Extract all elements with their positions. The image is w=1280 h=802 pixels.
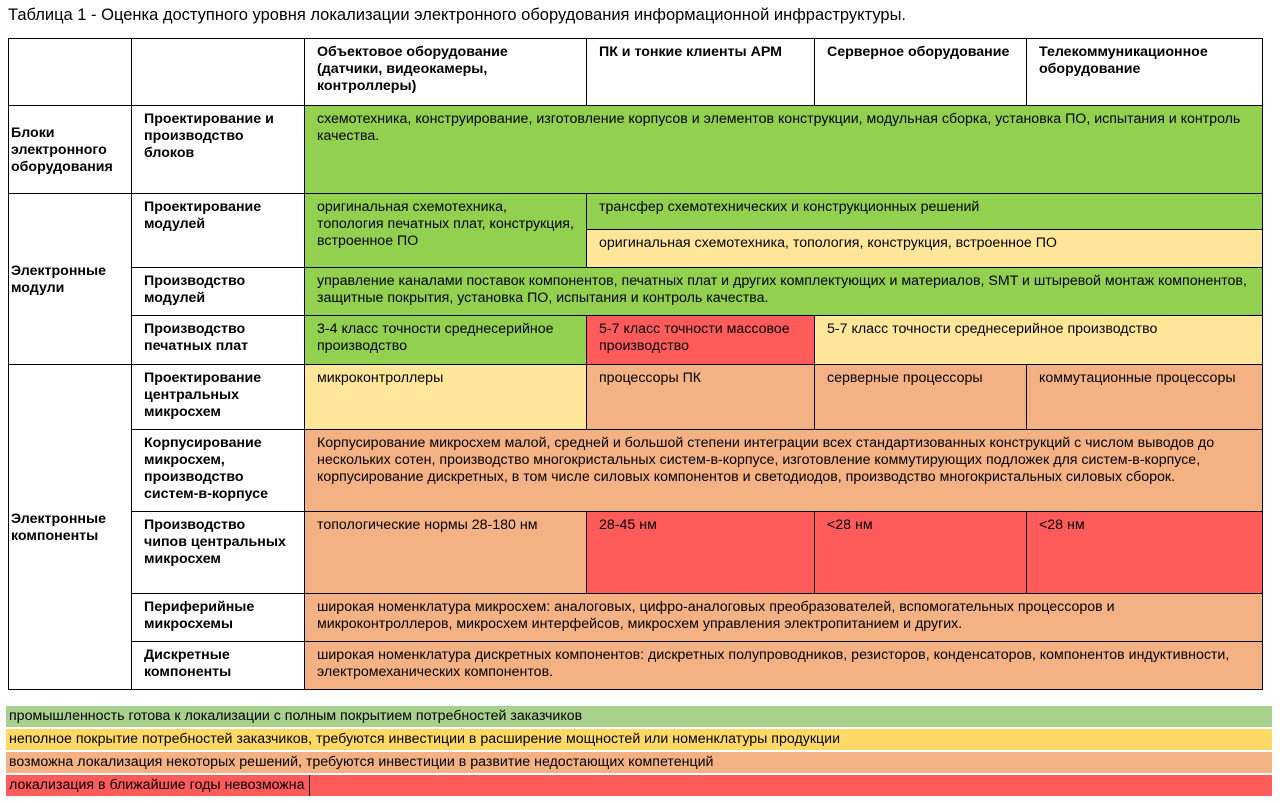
localization-table	[8, 38, 1263, 690]
cell-chip-production-server: <28 нм	[815, 512, 1027, 594]
cell-module-design-original: оригинальная схемотехника, топология, конструкция, встроенное ПО	[587, 230, 1263, 268]
cell-chip-design-telecom: коммутационные процессоры	[1027, 365, 1263, 430]
header-empty-2	[132, 39, 305, 106]
row-label-block-design: Проектирование и производство блоков	[132, 106, 305, 194]
cell-chip-design-server: серверные процессоры	[815, 365, 1027, 430]
table-title: Таблица 1 - Оценка доступного уровня локализации электронного оборудования информационной инфраструктуры.	[8, 6, 907, 24]
row-label-module-production: Производство модулей	[132, 268, 305, 316]
cell-chip-design-object: микроконтроллеры	[305, 365, 587, 430]
cell-peripheral-all: широкая номенклатура микросхем: аналоговых, цифро-аналоговых преобразователей, вспомогательных процессоров и микроконтроллеров, микросхем интерфейсов, микросхем управления электропитанием и других.	[305, 594, 1263, 642]
cell-pcb-server-telecom: 5-7 класс точности среднесерийное производство	[815, 316, 1263, 365]
row-label-discrete: Дискретные компоненты	[132, 642, 305, 690]
header-telecom-equipment: Телекоммуникационное оборудование	[1027, 39, 1263, 106]
header-pc-clients: ПК и тонкие клиенты АРМ	[587, 39, 815, 106]
legend-green: промышленность готова к локализации с полным покрытием потребностей заказчиков	[6, 706, 1272, 727]
cell-discrete-all: широкая номенклатура дискретных компонентов: дискретных полупроводников, резисторов, конденсаторов, компонентов индуктивности, электромеханических компонентов.	[305, 642, 1263, 690]
header-empty-1	[9, 39, 132, 106]
row-label-chip-design: Проектирование центральных микросхем	[132, 365, 305, 430]
legend-red	[6, 775, 1272, 796]
header-server-equipment: Серверное оборудование	[815, 39, 1027, 106]
cell-module-production-all: управление каналами поставок компонентов, печатных плат и других комплектующих и материалов, SMT и штыревой монтаж компонентов, защитные покрытия, установка ПО, испытания и контроль качества.	[305, 268, 1263, 316]
row-label-pcb-production: Производство печатных плат	[132, 316, 305, 365]
group-blocks: Блоки электронного оборудования	[9, 106, 132, 194]
cell-module-design-transfer: трансфер схемотехнических и конструкционных решений	[587, 194, 1263, 230]
row-label-module-design: Проектирование модулей	[132, 194, 305, 268]
row-label-chip-production: Производство чипов центральных микросхем	[132, 512, 305, 594]
cell-pcb-object: 3-4 класс точности среднесерийное производство	[305, 316, 587, 365]
cell-chip-production-object: топологические нормы 28-180 нм	[305, 512, 587, 594]
legend-red-label: локализация в ближайшие годы невозможна	[9, 775, 310, 796]
cell-chip-production-telecom: <28 нм	[1027, 512, 1263, 594]
cell-block-design-all: схемотехника, конструирование, изготовление корпусов и элементов конструкции, модульная сборка, установка ПО, испытания и контроль качества.	[305, 106, 1263, 194]
row-label-packaging: Корпусирование микросхем, производство систем-в-корпусе	[132, 430, 305, 512]
row-label-peripheral: Периферийные микросхемы	[132, 594, 305, 642]
cell-pcb-pc: 5-7 класс точности массовое производство	[587, 316, 815, 365]
header-object-equipment: Объектовое оборудование (датчики, видеокамеры, контроллеры)	[305, 39, 587, 106]
cell-chip-design-pc: процессоры ПК	[587, 365, 815, 430]
group-modules: Электронные модули	[9, 194, 132, 365]
legend-orange: возможна локализация некоторых решений, требуются инвестиции в развитие недостающих компетенций	[6, 752, 1272, 773]
cell-chip-production-pc: 28-45 нм	[587, 512, 815, 594]
legend-yellow: неполное покрытие потребностей заказчиков, требуются инвестиции в расширение мощностей или номенклатуры продукции	[6, 729, 1272, 750]
cell-packaging-all: Корпусирование микросхем малой, средней и большой степени интеграции всех стандартизованных конструкций с числом выводов до нескольких сотен, производство многокристальных систем-в-корпусе, изготовление коммутирующих подложек для систем-в-корпусе, корпусирование дискретных, в том числе силовых компонентов и светодиодов, производство многокристальных силовых сборок.	[305, 430, 1263, 512]
cell-module-design-object: оригинальная схемотехника, топология печатных плат, конструкция, встроенное ПО	[305, 194, 587, 268]
group-components: Электронные компоненты	[9, 365, 132, 690]
legend	[6, 706, 1272, 796]
